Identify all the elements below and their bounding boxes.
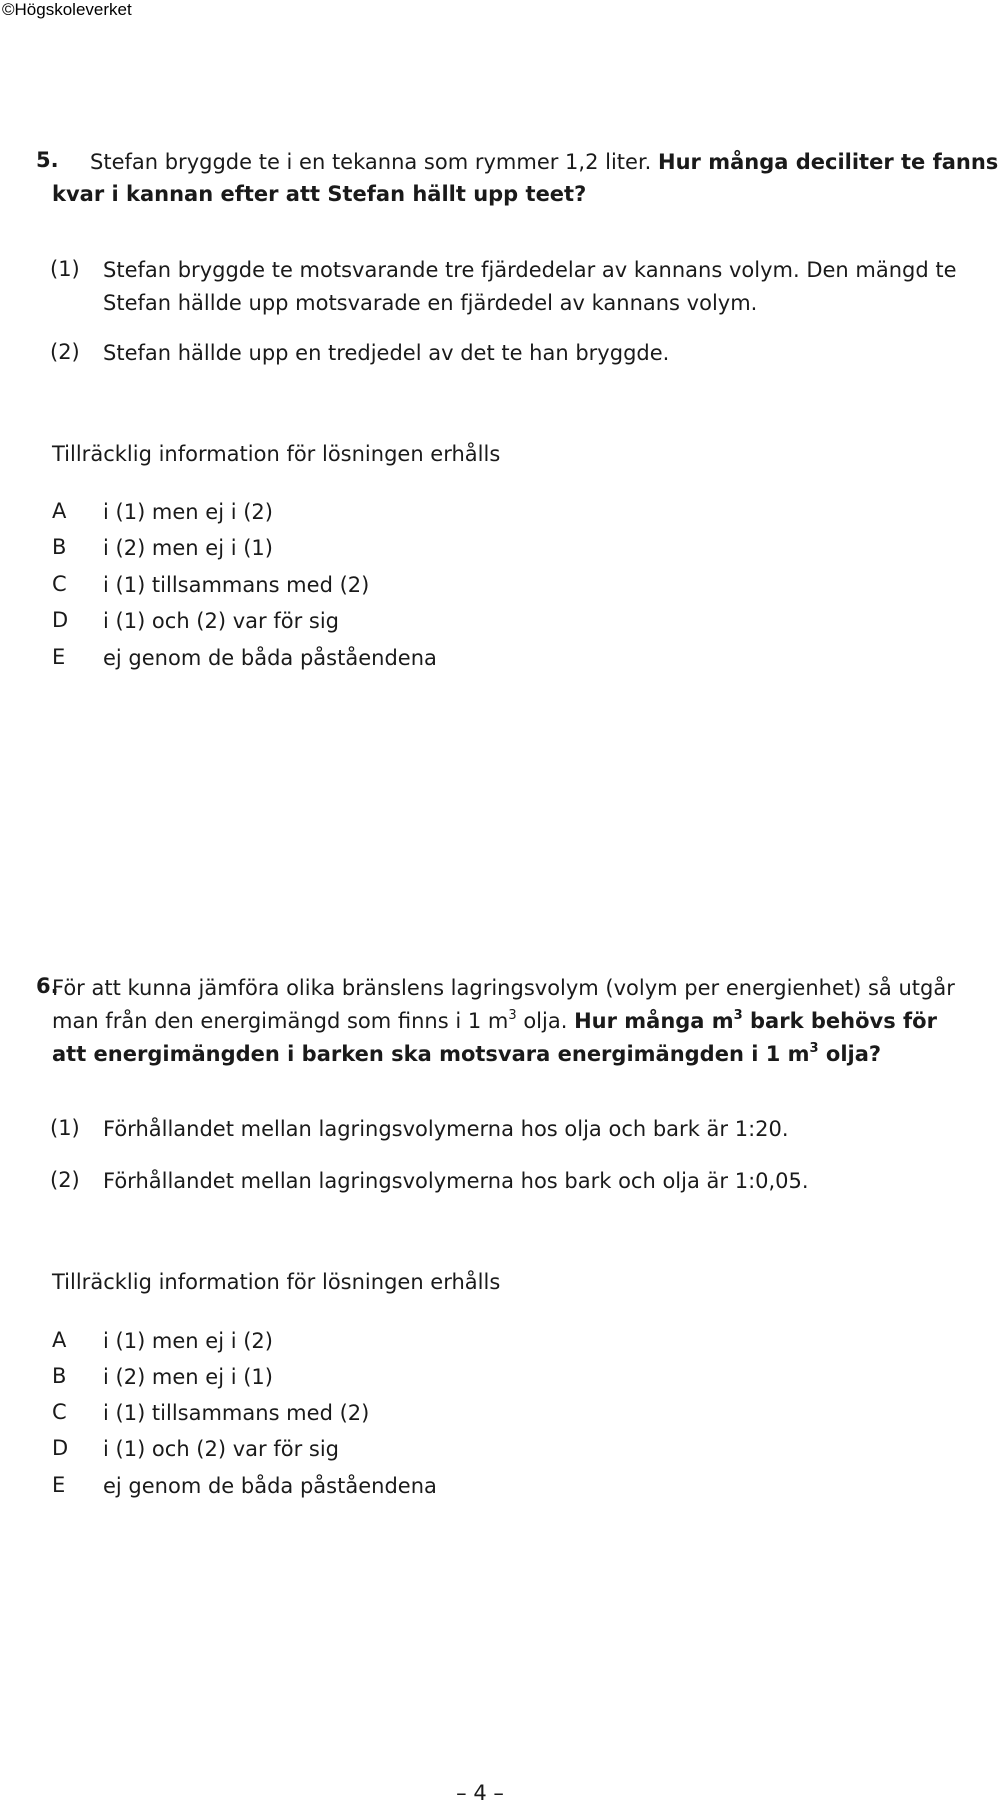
- q6-option-c-text: i (1) tillsammans med (2): [103, 1401, 370, 1425]
- question-6-line-1-text: För att kunna jämföra olika bränslens lagringsvolym (volym per energienhet) så utgår: [52, 976, 955, 1000]
- q5-statement-2-text: Stefan hällde upp en tredjedel av det te han bryggde.: [103, 341, 670, 365]
- q5-option-e-text: ej genom de båda påståendena: [103, 646, 437, 670]
- q5-sufficiency-heading: Tillräcklig information för lösningen erhålls: [52, 442, 501, 466]
- q6-option-d-text: i (1) och (2) var för sig: [103, 1437, 339, 1461]
- question-5-prompt-line-1: [90, 146, 998, 178]
- question-6-line-2: [52, 1005, 937, 1037]
- question-6-line-1: [52, 972, 955, 1004]
- superscript-3-bold-2: 3: [809, 1041, 819, 1056]
- question-5-intro: Stefan bryggde te i en tekanna som rymmer 1,2 liter.: [90, 150, 659, 174]
- q5-statement-1-line-2: Stefan hällde upp motsvarade en fjärdedel av kannans volym.: [103, 291, 758, 315]
- question-6-line-2-olja: olja.: [516, 1009, 575, 1033]
- question-5-question-part-1: Hur många deciliter te fanns: [658, 150, 998, 174]
- q5-option-a-text: i (1) men ej i (2): [103, 500, 273, 524]
- q5-statement-1-line-1: Stefan bryggde te motsvarande tre fjärdedelar av kannans volym. Den mängd te: [103, 258, 957, 282]
- q6-option-c-letter: C: [52, 1400, 67, 1424]
- question-6-question-start: Hur många m: [574, 1009, 734, 1033]
- q5-option-d-letter: D: [52, 608, 69, 632]
- q5-option-d-text: i (1) och (2) var för sig: [103, 609, 339, 633]
- q5-option-b-text: i (2) men ej i (1): [103, 536, 273, 560]
- q6-statement-1-number: (1): [50, 1116, 80, 1140]
- question-5-number: 5.: [36, 148, 59, 172]
- q5-option-b-letter: B: [52, 535, 67, 559]
- q5-statement-1-number: (1): [50, 257, 80, 281]
- q6-option-a-letter: A: [52, 1328, 67, 1352]
- question-5-question-part-2: kvar i kannan efter att Stefan hällt upp teet?: [52, 182, 587, 206]
- q6-option-e-letter: E: [52, 1473, 66, 1497]
- q6-option-d-letter: D: [52, 1436, 69, 1460]
- q6-statement-2-text: Förhållandet mellan lagringsvolymerna hos bark och olja är 1:0,05.: [103, 1169, 809, 1193]
- question-6-line-3: [52, 1038, 881, 1070]
- q6-statement-1-text: Förhållandet mellan lagringsvolymerna hos olja och bark är 1:20.: [103, 1117, 789, 1141]
- question-6-number: 6.: [36, 974, 59, 998]
- superscript-3-bold: 3: [733, 1008, 743, 1023]
- q6-sufficiency-heading: Tillräcklig information för lösningen erhålls: [52, 1270, 501, 1294]
- q5-option-a-letter: A: [52, 499, 67, 523]
- question-6-question-end: olja?: [818, 1042, 882, 1066]
- superscript-3: 3: [508, 1008, 517, 1023]
- q6-option-a-text: i (1) men ej i (2): [103, 1329, 273, 1353]
- q5-option-c-text: i (1) tillsammans med (2): [103, 573, 370, 597]
- page-number: – 4 –: [456, 1781, 504, 1805]
- copyright-header: ©Högskoleverket: [2, 0, 132, 19]
- q6-statement-2-number: (2): [50, 1168, 80, 1192]
- q6-option-b-letter: B: [52, 1364, 67, 1388]
- q6-option-b-text: i (2) men ej i (1): [103, 1365, 273, 1389]
- question-6-question-part-2: att energimängden i barken ska motsvara energimängden i 1 m: [52, 1042, 810, 1066]
- q5-statement-2-number: (2): [50, 340, 80, 364]
- q6-option-e-text: ej genom de båda påståendena: [103, 1474, 437, 1498]
- q5-option-e-letter: E: [52, 645, 66, 669]
- question-6-question-part-1: bark behövs för: [742, 1009, 937, 1033]
- question-6-line-2-intro: man från den energimängd som finns i 1 m: [52, 1009, 509, 1033]
- q5-option-c-letter: C: [52, 572, 67, 596]
